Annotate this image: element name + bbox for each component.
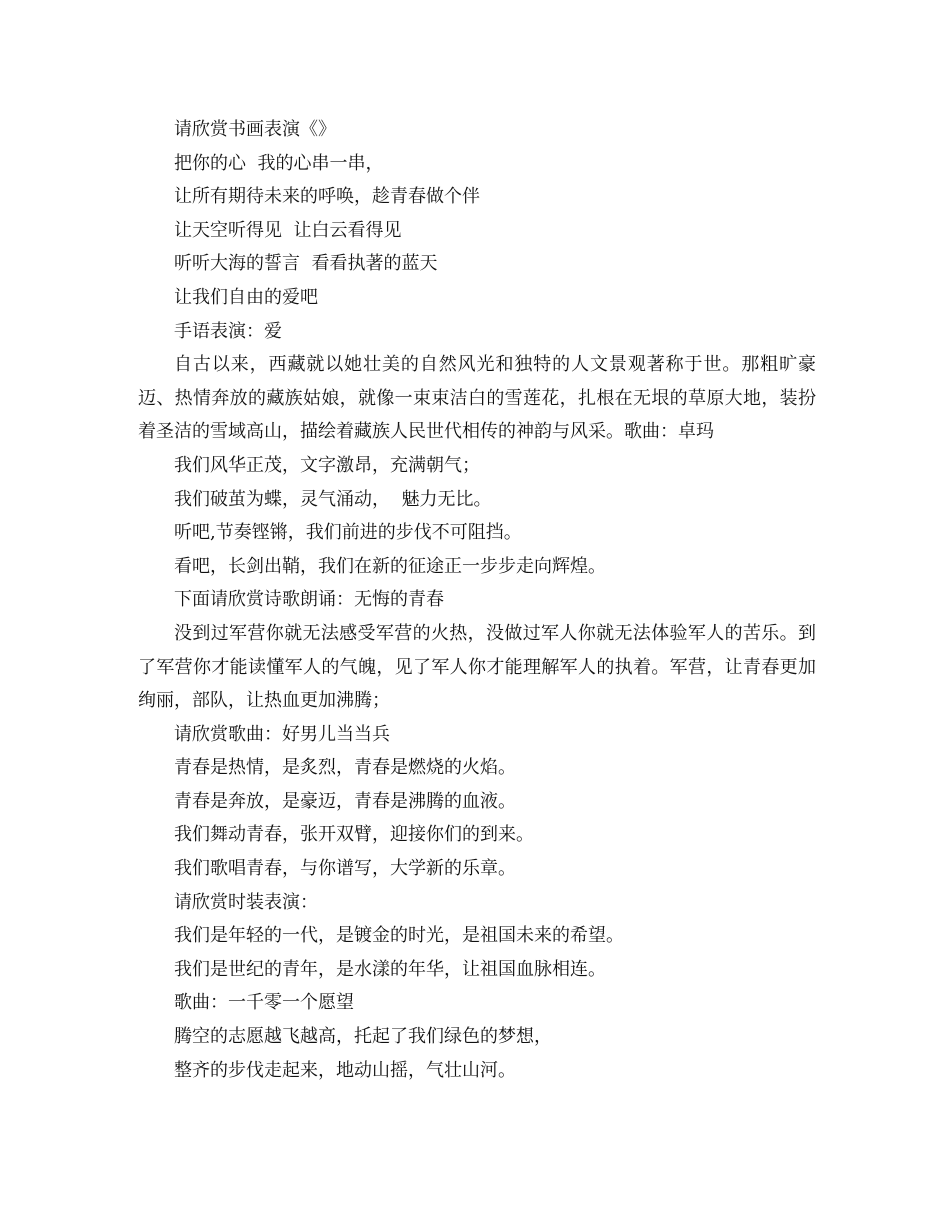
paragraph: 整齐的步伐走起来，地动山摇，气壮山河。 [174,1059,516,1081]
paragraph: 青春是奔放，是豪迈，青春是沸腾的血液。 [174,790,516,812]
paragraph: 我们歌唱青春，与你谱写，大学新的乐章。 [174,858,516,880]
paragraph: 腾空的志愿越飞越高，托起了我们绿色的梦想， [174,1026,552,1048]
paragraph: 看吧，长剑出鞘，我们在新的征途正一步步走向辉煌。 [174,555,606,577]
paragraph: 我们是年轻的一代，是镀金的时光，是祖国未来的希望。 [174,925,624,947]
paragraph: 听听大海的誓言 看看执著的蓝天 [174,253,438,275]
paragraph: 我们舞动青春，张开双臂，迎接你们的到来。 [174,824,534,846]
paragraph: 青春是热情，是炙烈，青春是燃烧的火焰。 [174,757,516,779]
paragraph: 听吧,节奏铿锵，我们前进的步伐不可阻挡。 [174,522,522,544]
document-body [138,113,816,1087]
paragraph: 我们风华正茂，文字激昂，充满朝气； [174,454,480,476]
paragraph: 歌曲：一千零一个愿望 [174,992,354,1014]
paragraph: 手语表演：爱 [174,320,282,342]
paragraph: 把你的心 我的心串一串， [174,152,384,174]
paragraph: 下面请欣赏诗歌朗诵：无悔的青春 [174,589,444,611]
paragraph: 让我们自由的爱吧 [174,286,318,308]
paragraph: 我们是世纪的青年，是水漾的年华，让祖国血脉相连。 [174,958,606,980]
paragraph: 让天空听得见 让白云看得见 [174,219,402,241]
paragraph: 请欣赏时装表演： [174,891,318,913]
paragraph: 我们破茧为蝶，灵气涌动， 魅力无比。 [174,488,492,510]
paragraph: 请欣赏歌曲：好男儿当当兵 [174,723,390,745]
paragraph: 没到过军营你就无法感受军营的火热，没做过军人你就无法体验军人的苦乐。到了军营你才能读懂军人的气魄，见了军人你才能理解军人的执着。军营，让青春更加绚丽，部队，让热血更加沸腾； [138,622,816,712]
paragraph: 请欣赏书画表演《》 [174,119,336,140]
paragraph: 让所有期待未来的呼唤，趁青春做个伴 [174,186,480,208]
paragraph: 自古以来，西藏就以她壮美的自然风光和独特的人文景观著称于世。那粗旷豪迈、热情奔放的藏族姑娘，就像一束束洁白的雪莲花，扎根在无垠的草原大地，装扮着圣洁的雪域高山，描绘着藏族人民世代相传的神韵与风采。歌曲：卓玛 [138,354,816,443]
